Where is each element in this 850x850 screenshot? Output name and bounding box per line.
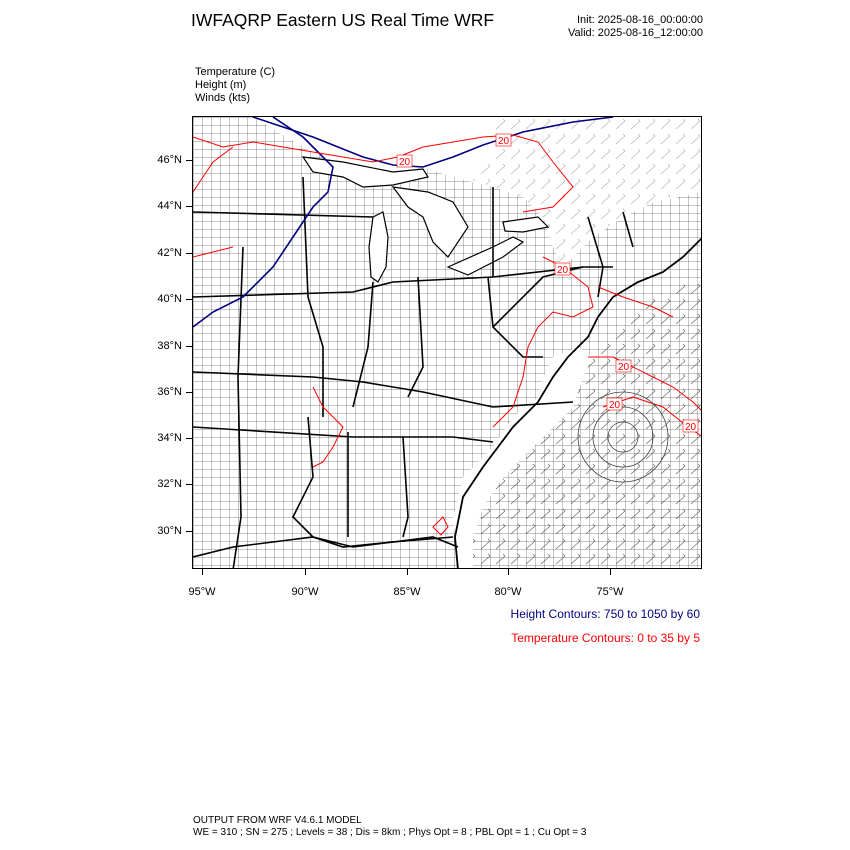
lat-label: 46°N <box>157 154 182 166</box>
weather-map <box>192 116 702 569</box>
temperature-variable: Temperature (C) <box>195 66 276 78</box>
lat-label: 36°N <box>157 386 182 398</box>
lon-label: 85°W <box>393 586 421 598</box>
chart-title: IWFAQRP Eastern US Real Time WRF <box>191 10 495 30</box>
lat-label: 30°N <box>157 525 182 537</box>
lat-label: 38°N <box>157 340 182 352</box>
lon-label: 75°W <box>596 586 624 598</box>
lon-tick <box>305 569 306 575</box>
time-info <box>568 14 703 40</box>
height-variable: Height (m) <box>195 79 247 91</box>
contour-label: 20 <box>399 157 411 168</box>
lon-tick <box>610 569 611 575</box>
map-canvas <box>193 117 702 569</box>
init-time: Init: 2025-08-16_00:00:00 <box>577 14 703 26</box>
latitude-axis <box>135 116 192 569</box>
lat-label: 44°N <box>157 200 182 212</box>
winds-variable: Winds (kts) <box>195 92 250 104</box>
lon-label: 90°W <box>291 586 319 598</box>
lon-tick <box>407 569 408 575</box>
lat-label: 34°N <box>157 432 182 444</box>
contour-label: 20 <box>498 136 510 147</box>
lon-tick <box>508 569 509 575</box>
contour-label: 20 <box>557 265 569 276</box>
temperature-contours-legend: Temperature Contours: 0 to 35 by 5 <box>511 631 700 645</box>
model-version: OUTPUT FROM WRF V4.6.1 MODEL <box>193 815 362 826</box>
contour-label: 20 <box>609 400 621 411</box>
model-info <box>193 815 586 839</box>
lon-label: 95°W <box>188 586 216 598</box>
contour-label: 20 <box>618 362 630 373</box>
valid-time: Valid: 2025-08-16_12:00:00 <box>568 27 703 39</box>
height-contours-legend: Height Contours: 750 to 1050 by 60 <box>510 607 700 621</box>
lon-label: 80°W <box>494 586 522 598</box>
lat-label: 40°N <box>157 293 182 305</box>
variable-list <box>195 66 275 105</box>
model-settings: WE = 310 ; SN = 275 ; Levels = 38 ; Dis = 8km ; Phys Opt = 8 ; PBL Opt = 1 ; Cu Opt = 3 <box>193 827 587 838</box>
lon-tick <box>202 569 203 575</box>
lat-label: 42°N <box>157 247 182 259</box>
contour-label: 20 <box>685 422 697 433</box>
longitude-axis <box>188 569 702 599</box>
lat-label: 32°N <box>157 478 182 490</box>
